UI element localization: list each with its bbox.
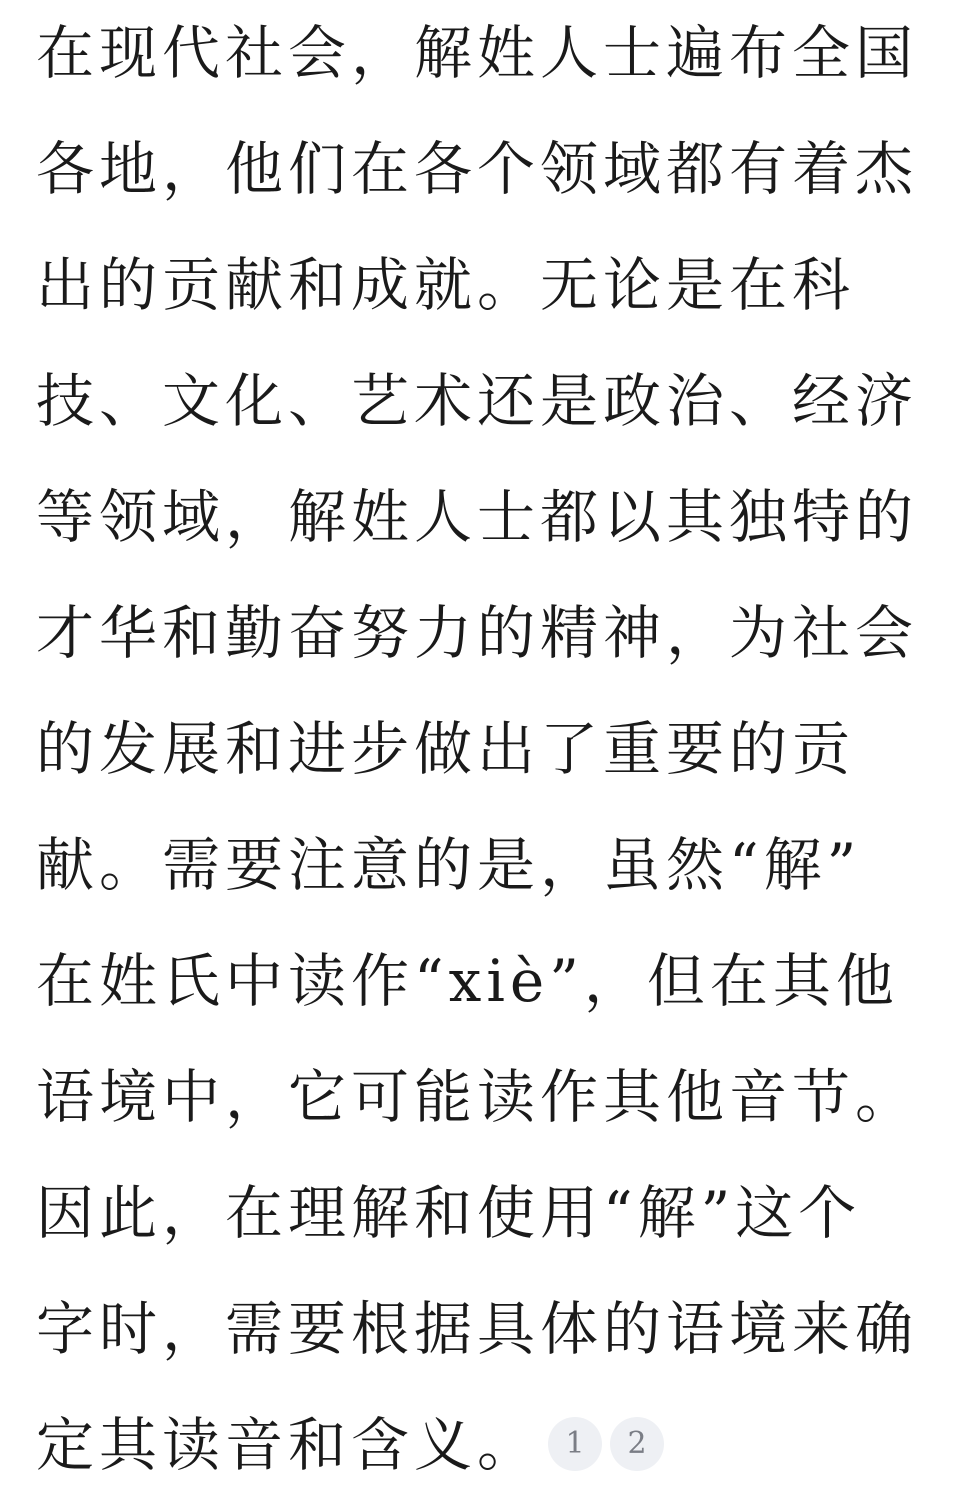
text-line: 在现代社会，解姓人士遍布全国 [36,19,919,87]
text-line: 字时，需要根据具体的语境来确 [36,1295,919,1363]
text-line-content: 定其读音和含义。 [36,1411,541,1479]
article-body [36,0,926,1503]
text-line: 在姓氏中读作“xiè”，但在其他 [36,947,899,1015]
text-line: 等领域，解姓人士都以其独特的 [36,483,919,551]
citation-badge-2[interactable]: 2 [610,1417,664,1471]
text-line: 技、文化、艺术还是政治、经济 [36,367,919,435]
text-line: 献。需要注意的是，虽然“解” [36,831,862,899]
citation-badge-1[interactable]: 1 [548,1417,602,1471]
text-line: 各地，他们在各个领域都有着杰 [36,135,919,203]
text-line: 出的贡献和成就。无论是在科 [36,251,856,319]
text-line: 才华和勤奋努力的精神，为社会 [36,599,919,667]
text-line: 语境中，它可能读作其他音节。 [36,1063,919,1131]
text-line: 因此，在理解和使用“解”这个 [36,1179,862,1247]
text-line: 的发展和进步做出了重要的贡 [36,715,856,783]
last-text-line [36,1387,926,1503]
